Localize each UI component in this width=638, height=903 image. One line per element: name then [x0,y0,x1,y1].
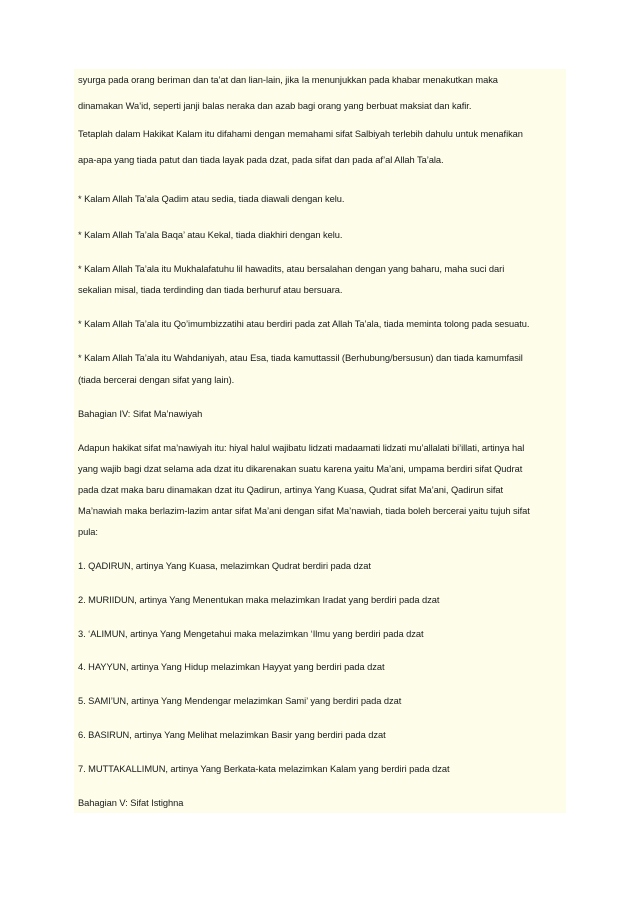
list-item: 3. ‘ALIMUN, artinya Yang Mengetahui maka melazimkan ‘Ilmu yang berdiri pada dzat [78,629,424,639]
paragraph-line: * Kalam Allah Ta’ala Baqa’ atau Kekal, tiada diakhiri dengan kelu. [78,230,343,240]
list-item: 4. HAYYUN, artinya Yang Hidup melazimkan Hayyat yang berdiri pada dzat [78,662,385,672]
paragraph-line: Ma’nawiah maka berlazim-lazim antar sifat Ma’ani dengan sifat Ma’nawiah, tiada boleh bercerai yaitu tujuh sifat [78,506,530,516]
list-item: 7. MUTTAKALLIMUN, artinya Yang Berkata-kata melazimkan Kalam yang berdiri pada dzat [78,764,450,774]
paragraph-line: Tetaplah dalam Hakikat Kalam itu difahami dengan memahami sifat Salbiyah terlebih dahulu untuk menafikan [78,129,523,139]
section-heading: Bahagian IV: Sifat Ma’nawiyah [78,409,203,419]
list-item: 1. QADIRUN, artinya Yang Kuasa, melazimkan Qudrat berdiri pada dzat [78,561,371,571]
paragraph-line: yang wajib bagi dzat selama ada dzat itu dikarenakan suatu karena yaitu Ma’ani, umpama berdiri sifat Qudrat [78,464,523,474]
section-heading: Bahagian V: Sifat Istighna [78,798,184,808]
paragraph-line: sekalian misal, tiada terdinding dan tiada berhuruf atau bersuara. [78,285,343,295]
paragraph-line: dinamakan Wa’id, seperti janji balas neraka dan azab bagi orang yang berbuat maksiat dan kafir. [78,101,472,111]
paragraph-line: Adapun hakikat sifat ma’nawiyah itu: hiyal halul wajibatu lidzati madaamati lidzati mu’allalati bi’illati, artinya hal [78,443,525,453]
paragraph-line: apa-apa yang tiada patut dan tiada layak pada dzat, pada sifat dan pada af’al Allah Ta’ala. [78,155,444,165]
paragraph-line: * Kalam Allah Ta’ala itu Wahdaniyah, atau Esa, tiada kamuttassil (Berhubung/bersusun) dan tiada kamumfasil [78,353,523,363]
paragraph-line: * Kalam Allah Ta’ala itu Mukhalafatuhu lil hawadits, atau bersalahan dengan yang baharu, maha suci dari [78,264,505,274]
paragraph-line: * Kalam Allah Ta’ala itu Qo’imumbizzatihi atau berdiri pada zat Allah Ta’ala, tiada meminta tolong pada sesuatu. [78,319,530,329]
paragraph-line: syurga pada orang beriman dan ta’at dan lian-lain, jika Ia menunjukkan pada khabar menakutkan maka [78,75,498,85]
paragraph-line: * Kalam Allah Ta’ala Qadim atau sedia, tiada diawali dengan kelu. [78,194,345,204]
list-item: 6. BASIRUN, artinya Yang Melihat melazimkan Basir yang berdiri pada dzat [78,730,386,740]
list-item: 5. SAMI’UN, artinya Yang Mendengar melazimkan Sami’ yang berdiri pada dzat [78,696,402,706]
paragraph-line: pada dzat maka baru dinamakan dzat itu Qadirun, artinya Yang Kuasa, Qudrat sifat Ma’ani, Qadirun sifat [78,485,504,495]
paragraph-line: pula: [78,527,98,537]
list-item: 2. MURIIDUN, artinya Yang Menentukan maka melazimkan Iradat yang berdiri pada dzat [78,595,440,605]
paragraph-line: (tiada bercerai dengan sifat yang lain). [78,375,235,385]
